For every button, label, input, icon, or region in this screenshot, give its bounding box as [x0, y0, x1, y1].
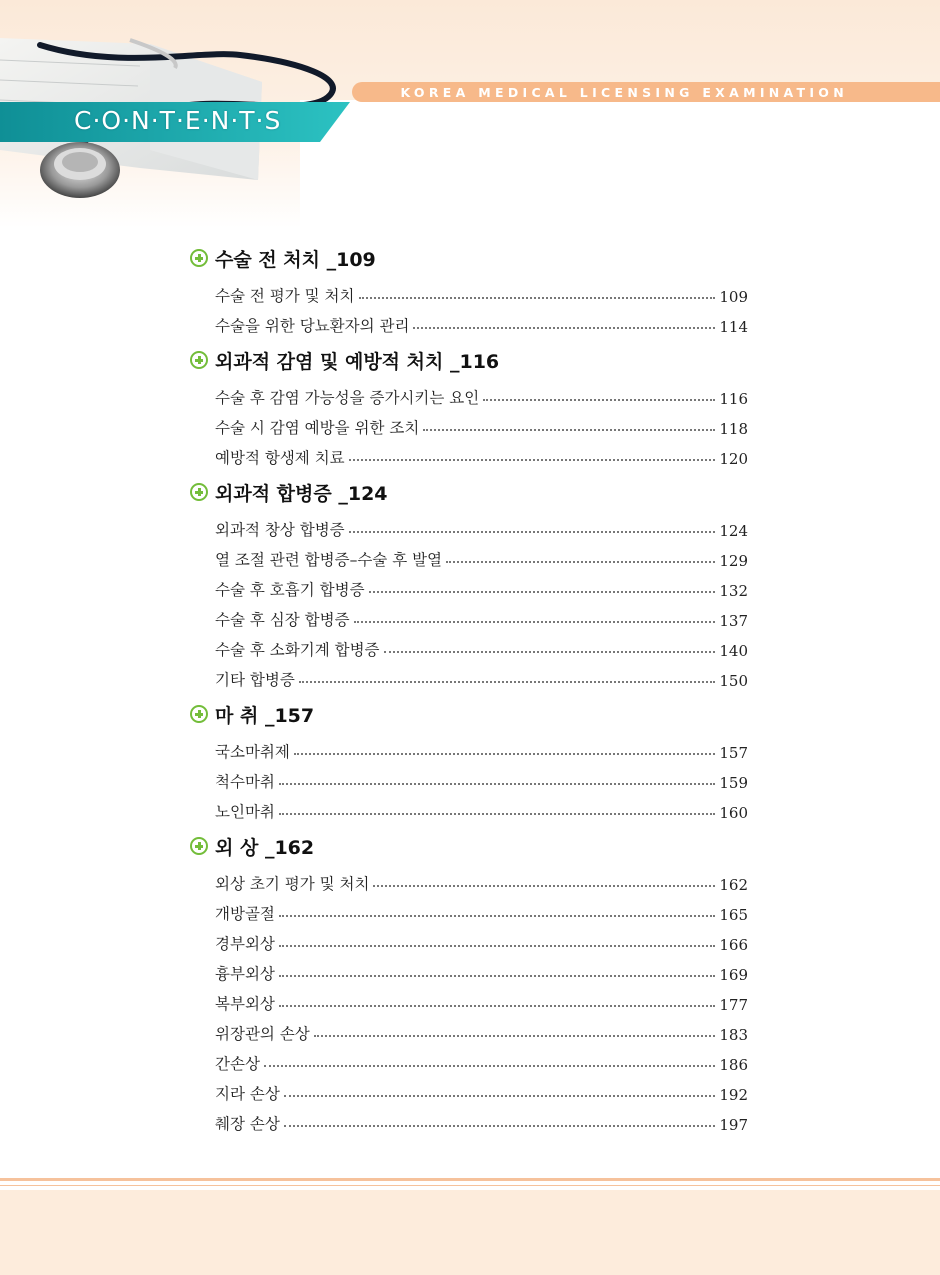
section-title — [190, 342, 748, 378]
entry-page-number: 183 — [719, 1026, 748, 1044]
dot-leader — [423, 429, 715, 431]
entry-label: 경부외상 — [215, 935, 275, 953]
entry-page-number: 140 — [719, 642, 748, 660]
entry-label: 흉부외상 — [215, 965, 275, 983]
section-title-text: 마 취 _157 — [215, 704, 315, 727]
entry-label: 췌장 손상 — [215, 1115, 280, 1133]
toc-entry — [190, 1044, 748, 1074]
entry-label: 복부외상 — [215, 995, 275, 1013]
toc-entry — [190, 600, 748, 630]
dot-leader — [349, 531, 716, 533]
dot-leader — [279, 1005, 715, 1007]
toc-entry — [190, 924, 748, 954]
toc-entry — [190, 438, 748, 468]
dot-leader — [284, 1125, 716, 1127]
section-title — [190, 474, 748, 510]
entry-label: 개방골절 — [215, 905, 275, 923]
dot-leader — [279, 975, 715, 977]
footer-divider — [0, 1178, 940, 1186]
entry-label: 수술 후 감염 가능성을 증가시키는 요인 — [215, 389, 480, 407]
entry-page-number: 157 — [719, 744, 748, 762]
toc-entry — [190, 306, 748, 336]
header-white-panel — [300, 100, 940, 240]
entry-label: 외상 초기 평가 및 처치 — [215, 875, 370, 893]
entry-label: 기타 합병증 — [215, 671, 295, 689]
dot-leader — [349, 459, 716, 461]
entry-label: 국소마취제 — [215, 743, 290, 761]
toc-entry — [190, 276, 748, 306]
exam-title-bar — [352, 82, 940, 102]
toc-entry — [190, 894, 748, 924]
entry-page-number: 197 — [719, 1116, 748, 1134]
dot-leader — [279, 783, 715, 785]
entry-label: 척수마취 — [215, 773, 275, 791]
entry-page-number: 177 — [719, 996, 748, 1014]
dot-leader — [413, 327, 715, 329]
entry-page-number: 165 — [719, 906, 748, 924]
toc-entry — [190, 864, 748, 894]
toc-section — [190, 828, 748, 1134]
dot-leader — [314, 1035, 716, 1037]
toc-entry — [190, 510, 748, 540]
plus-circle-icon — [190, 249, 208, 267]
toc-section — [190, 342, 748, 468]
entry-label: 수술 후 소화기계 합병증 — [215, 641, 380, 659]
toc-entry — [190, 408, 748, 438]
entry-page-number: 159 — [719, 774, 748, 792]
entry-page-number: 124 — [719, 522, 748, 540]
toc-entry — [190, 540, 748, 570]
dot-leader — [279, 945, 715, 947]
toc-entry — [190, 984, 748, 1014]
dot-leader — [294, 753, 715, 755]
entry-label: 수술 전 평가 및 처치 — [215, 287, 355, 305]
dot-leader — [279, 915, 715, 917]
toc-entry — [190, 1104, 748, 1134]
entry-page-number: 160 — [719, 804, 748, 822]
section-title-text: 수술 전 처치 _109 — [215, 248, 376, 271]
dot-leader — [279, 813, 715, 815]
entry-label: 수술을 위한 당뇨환자의 관리 — [215, 317, 410, 335]
toc-entry — [190, 1074, 748, 1104]
entry-page-number: 120 — [719, 450, 748, 468]
entry-label: 외과적 창상 합병증 — [215, 521, 345, 539]
entry-label: 수술 시 감염 예방을 위한 조치 — [215, 419, 420, 437]
dot-leader — [264, 1065, 715, 1067]
entry-page-number: 166 — [719, 936, 748, 954]
toc-entry — [190, 1014, 748, 1044]
dot-leader — [299, 681, 716, 683]
dot-leader — [354, 621, 716, 623]
entry-label: 위장관의 손상 — [215, 1025, 310, 1043]
toc-section — [190, 474, 748, 690]
entry-page-number: 162 — [719, 876, 748, 894]
entry-label: 지라 손상 — [215, 1085, 280, 1103]
entry-page-number: 169 — [719, 966, 748, 984]
plus-circle-icon — [190, 837, 208, 855]
dot-leader — [384, 651, 716, 653]
entry-page-number: 192 — [719, 1086, 748, 1104]
entry-page-number: 150 — [719, 672, 748, 690]
dot-leader — [284, 1095, 716, 1097]
plus-circle-icon — [190, 351, 208, 369]
entry-page-number: 132 — [719, 582, 748, 600]
toc-entry — [190, 570, 748, 600]
entry-page-number: 186 — [719, 1056, 748, 1074]
contents-title: C·O·N·T·E·N·T·S — [74, 106, 282, 135]
section-title-text: 외과적 합병증 _124 — [215, 482, 388, 505]
section-title — [190, 696, 748, 732]
dot-leader — [446, 561, 715, 563]
exam-title: KOREA MEDICAL LICENSING EXAMINATION — [400, 84, 848, 100]
table-of-contents — [190, 240, 748, 1140]
toc-section — [190, 240, 748, 336]
entry-label: 간손상 — [215, 1055, 260, 1073]
dot-leader — [369, 591, 716, 593]
toc-section — [190, 696, 748, 822]
dot-leader — [359, 297, 716, 299]
section-title-text: 외과적 감염 및 예방적 처치 _116 — [215, 350, 500, 373]
toc-entry — [190, 378, 748, 408]
dot-leader — [483, 399, 715, 401]
toc-entry — [190, 954, 748, 984]
toc-entry — [190, 762, 748, 792]
entry-page-number: 118 — [719, 420, 748, 438]
toc-entry — [190, 732, 748, 762]
dot-leader — [373, 885, 715, 887]
entry-label: 수술 후 심장 합병증 — [215, 611, 350, 629]
entry-page-number: 129 — [719, 552, 748, 570]
entry-label: 예방적 항생제 치료 — [215, 449, 345, 467]
plus-circle-icon — [190, 483, 208, 501]
entry-page-number: 116 — [719, 390, 748, 408]
entry-label: 수술 후 호흡기 합병증 — [215, 581, 365, 599]
plus-circle-icon — [190, 705, 208, 723]
toc-entry — [190, 792, 748, 822]
entry-page-number: 137 — [719, 612, 748, 630]
toc-entry — [190, 660, 748, 690]
section-title — [190, 828, 748, 864]
toc-entry — [190, 630, 748, 660]
entry-label: 열 조절 관련 합병증–수술 후 발열 — [215, 551, 443, 569]
entry-label: 노인마취 — [215, 803, 275, 821]
footer-background — [0, 1190, 940, 1275]
entry-page-number: 109 — [719, 288, 748, 306]
section-title-text: 외 상 _162 — [215, 836, 315, 859]
entry-page-number: 114 — [719, 318, 748, 336]
section-title — [190, 240, 748, 276]
